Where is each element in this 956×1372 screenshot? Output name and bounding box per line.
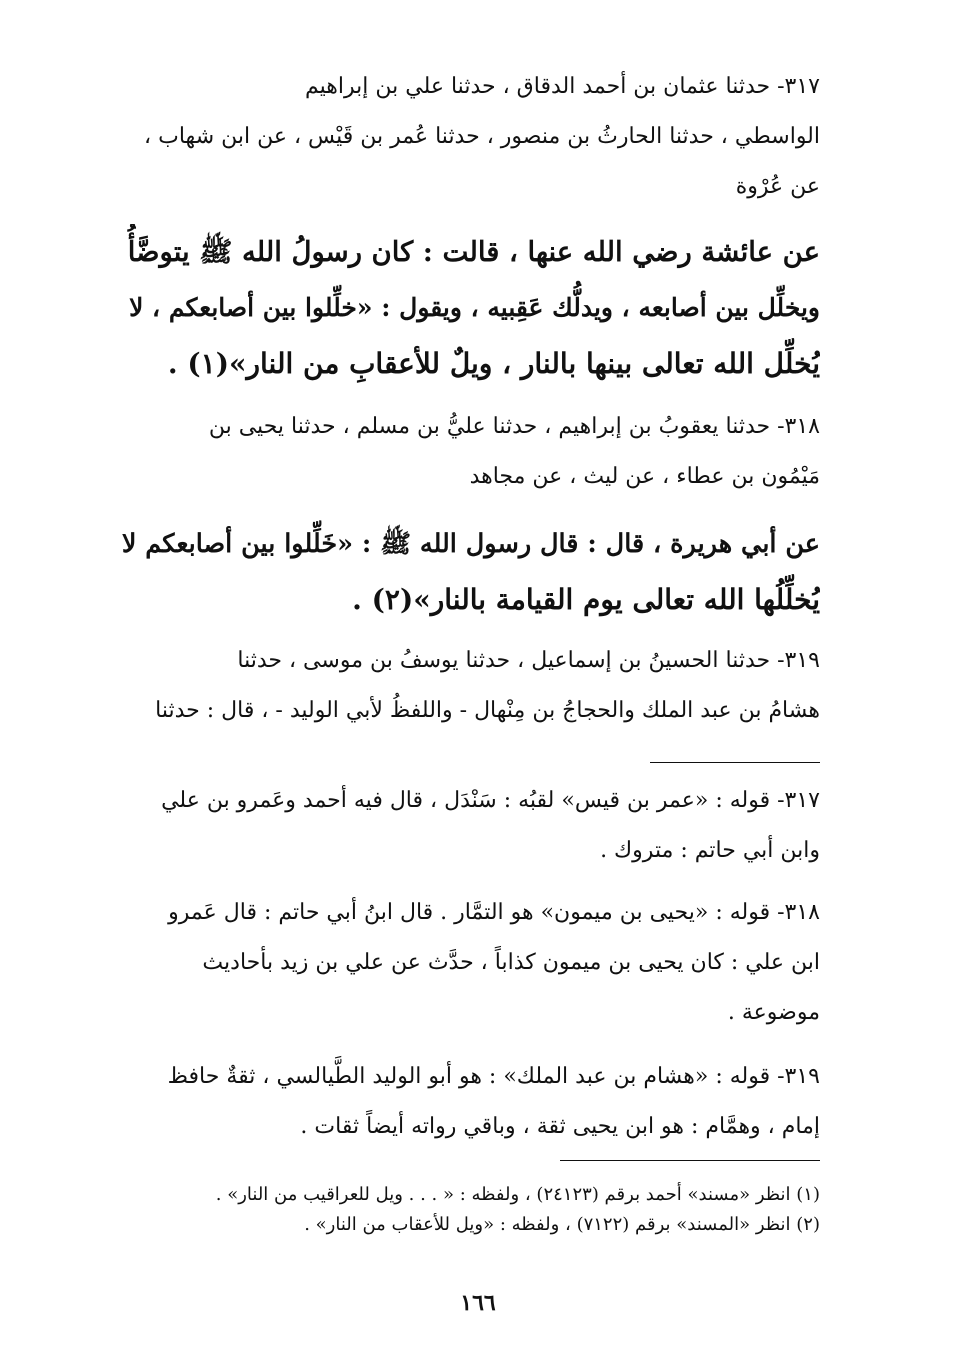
text-line: ٣١٧- قوله : «عمر بن قيس» لقبُه : سَنْدَل ، قال فيه أحمد وعَمرو بن علي <box>161 788 820 813</box>
text-line: عن أبي هريرة ، قال : قال رسول الله ﷺ : «خَلِّلوا بين أصابعكم لا <box>121 529 820 559</box>
text-line: وابن أبي حاتم : متروك . <box>600 838 820 863</box>
text-line: مَيْمُون بن عطاء ، عن ليث ، عن مجاهد <box>469 464 820 489</box>
text-line: ٣١٨- قوله : «يحيى بن ميمون» هو التمَّار . قال ابنُ أبي حاتم : قال عَمرو <box>168 900 820 925</box>
text-line: عن عائشة رضي الله عنها ، قالت : كان رسولُ الله ﷺ يتوضَّأُ <box>127 236 820 268</box>
matn-317 <box>120 224 820 392</box>
page-number: ١٦٦ <box>460 1290 496 1316</box>
footnotes <box>120 1180 820 1240</box>
isnad-317 <box>120 62 820 212</box>
text-line: يُخلِّل الله تعالى بينها بالنار ، ويلٌ للأعقابِ من النار»(١) . <box>167 347 820 380</box>
footnote-1: (١) انظر «مسند» أحمد برقم (٢٤١٢٣) ، ولفظه : « . . . ويل للعراقيب من النار» . <box>215 1184 820 1205</box>
footnote-rule <box>560 1160 820 1161</box>
text-line: الواسطي ، حدثنا الحارثُ بن منصور ، حدثنا عُمر بن قَيْس ، عن ابن شهاب ، <box>144 124 820 149</box>
text-line: هشامُ بن عبد الملك والحجاجُ بن مِنْهال - واللفظُ لأبي الوليد - ، قال : حدثنا <box>155 698 820 723</box>
isnad-319 <box>120 636 820 736</box>
text-line: إمام ، وهمَّام : هو ابن يحيى ثقة ، وباقي رواته أيضاً ثقات . <box>300 1114 820 1139</box>
footnote-2: (٢) انظر «المسند» برقم (٧١٢٢) ، ولفظه : «ويل للأعقاب من النار» . <box>304 1214 820 1235</box>
comment-318 <box>120 888 820 1038</box>
text-line: ٣١٩- حدثنا الحسينُ بن إسماعيل ، حدثنا يوسفُ بن موسى ، حدثنا <box>237 648 820 673</box>
text-line: ابن علي : كان يحيى بن ميمون كذاباً ، حدَّث عن علي بن زيد بأحاديث <box>202 950 820 975</box>
text-line: ٣١٩- قوله : «هشام بن عبد الملك» : هو أبو الوليد الطَّيالسي ، ثقةٌ حافظ <box>167 1064 820 1089</box>
text-line: ٣١٨- حدثنا يعقوبُ بن إبراهيم ، حدثنا عليُّ بن مسلم ، حدثنا يحيى بن <box>208 414 820 439</box>
comment-319 <box>120 1052 820 1152</box>
text-line: ويخلِّل بين أصابعه ، ويدلُّك عَقِبيه ، ويقول : «خلِّلوا بين أصابعكم ، لا <box>129 293 820 322</box>
text-line: عن عُرْوة <box>735 174 820 199</box>
text-line: ٣١٧- حدثنا عثمان بن أحمد الدقاق ، حدثنا علي بن إبراهيم <box>305 74 820 99</box>
isnad-318 <box>120 402 820 502</box>
text-line: موضوعة . <box>727 1000 820 1025</box>
comment-317 <box>120 776 820 876</box>
text-line: يُخلِّلُها الله تعالى يوم القيامة بالنار»(٢) . <box>352 583 820 616</box>
matn-318 <box>120 516 820 628</box>
separator-rule <box>650 762 820 763</box>
